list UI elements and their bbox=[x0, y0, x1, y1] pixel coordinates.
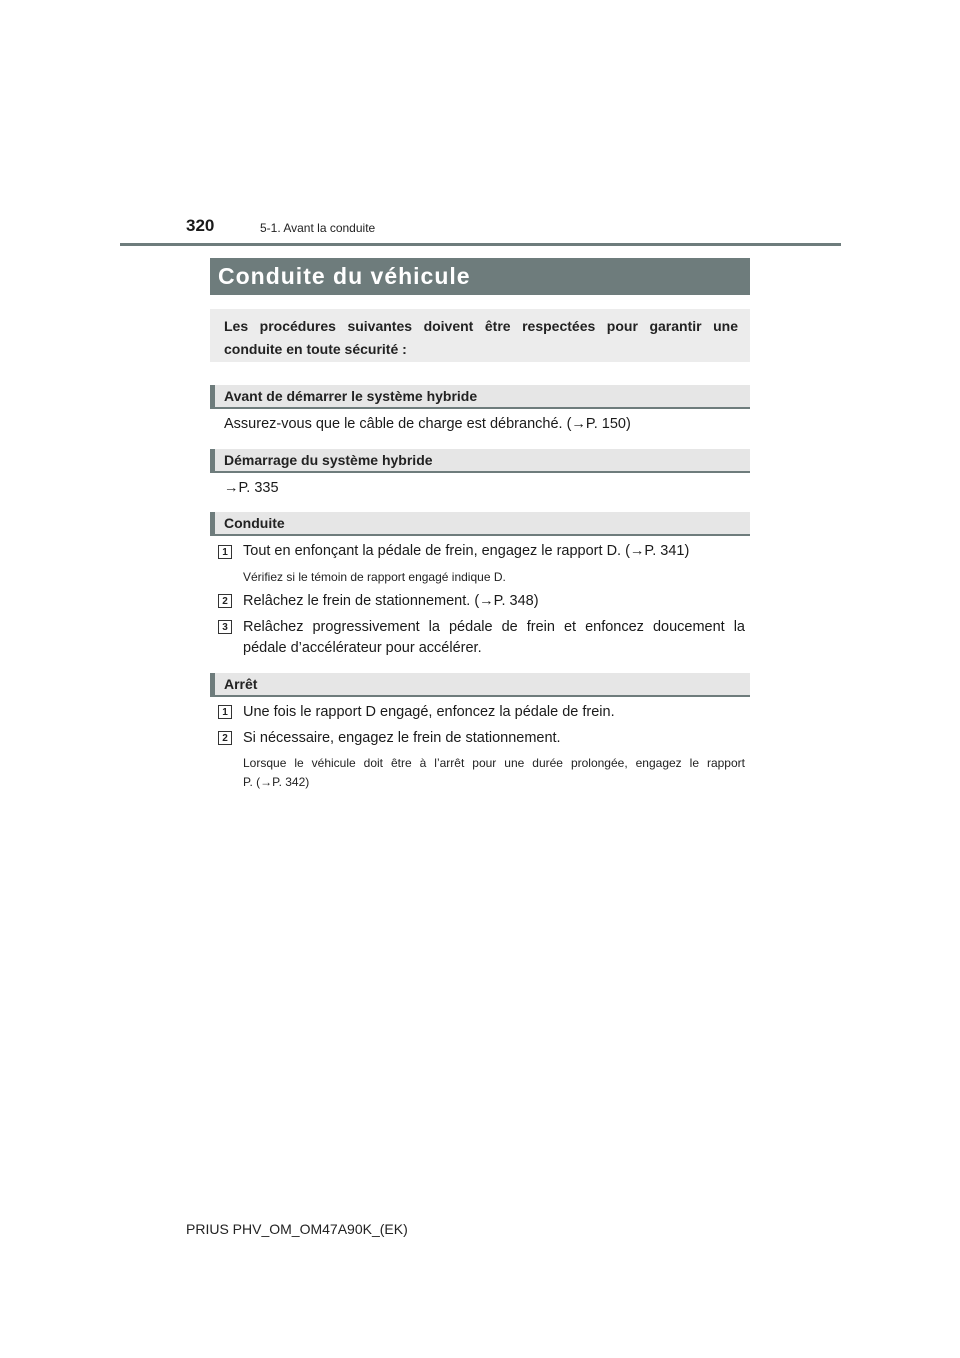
step-number-badge: 2 bbox=[218, 731, 232, 745]
page-number: 320 bbox=[186, 216, 215, 235]
step-number-badge: 1 bbox=[218, 705, 232, 719]
stop-step-2-note-line-1: Lorsque le véhicule doit être à l’arrêt pour une durée prolongée, engagez le rapport bbox=[243, 756, 745, 770]
start-text: →P. 335 bbox=[224, 480, 279, 496]
section-heading-before-start: Avant de démarrer le système hybride bbox=[210, 385, 750, 409]
driving-step-3-line-2: pédale d’accélérateur pour accélérer. bbox=[243, 640, 482, 656]
document-code: PRIUS PHV_OM_OM47A90K_(EK) bbox=[186, 1221, 408, 1237]
section-heading-driving: Conduite bbox=[210, 512, 750, 536]
section-heading-start: Démarrage du système hybride bbox=[210, 449, 750, 473]
stop-step-2-note-line-2: P. (→P. 342) bbox=[243, 775, 310, 789]
driving-step-1-text: Tout en enfonçant la pédale de frein, engagez le rapport D. (→P. 341) bbox=[243, 543, 690, 559]
stop-step-1-text: Une fois le rapport D engagé, enfoncez la pédale de frein. bbox=[243, 704, 615, 720]
section-heading-stop: Arrêt bbox=[210, 673, 750, 697]
step-number-badge: 2 bbox=[218, 594, 232, 608]
breadcrumb: 5-1. Avant la conduite bbox=[260, 221, 376, 235]
driving-step-2-text: Relâchez le frein de stationnement. (→P. 348) bbox=[243, 593, 539, 609]
intro-box: Les procédures suivantes doivent être respectées pour garantir une conduite en toute sécurité : bbox=[210, 309, 750, 362]
before-start-text: Assurez-vous que le câble de charge est débranché. (→P. 150) bbox=[224, 416, 631, 432]
step-number-badge: 1 bbox=[218, 545, 232, 559]
driving-step-1-note: Vérifiez si le témoin de rapport engagé indique D. bbox=[243, 570, 506, 584]
driving-step-3-line-1: Relâchez progressivement la pédale de frein et enfoncez doucement la bbox=[243, 619, 745, 635]
page-title-bar bbox=[210, 258, 750, 295]
page-title: Conduite du véhicule bbox=[218, 263, 471, 289]
header-rule bbox=[120, 243, 841, 246]
stop-step-2-text: Si nécessaire, engagez le frein de stationnement. bbox=[243, 730, 561, 746]
step-number-badge: 3 bbox=[218, 620, 232, 634]
